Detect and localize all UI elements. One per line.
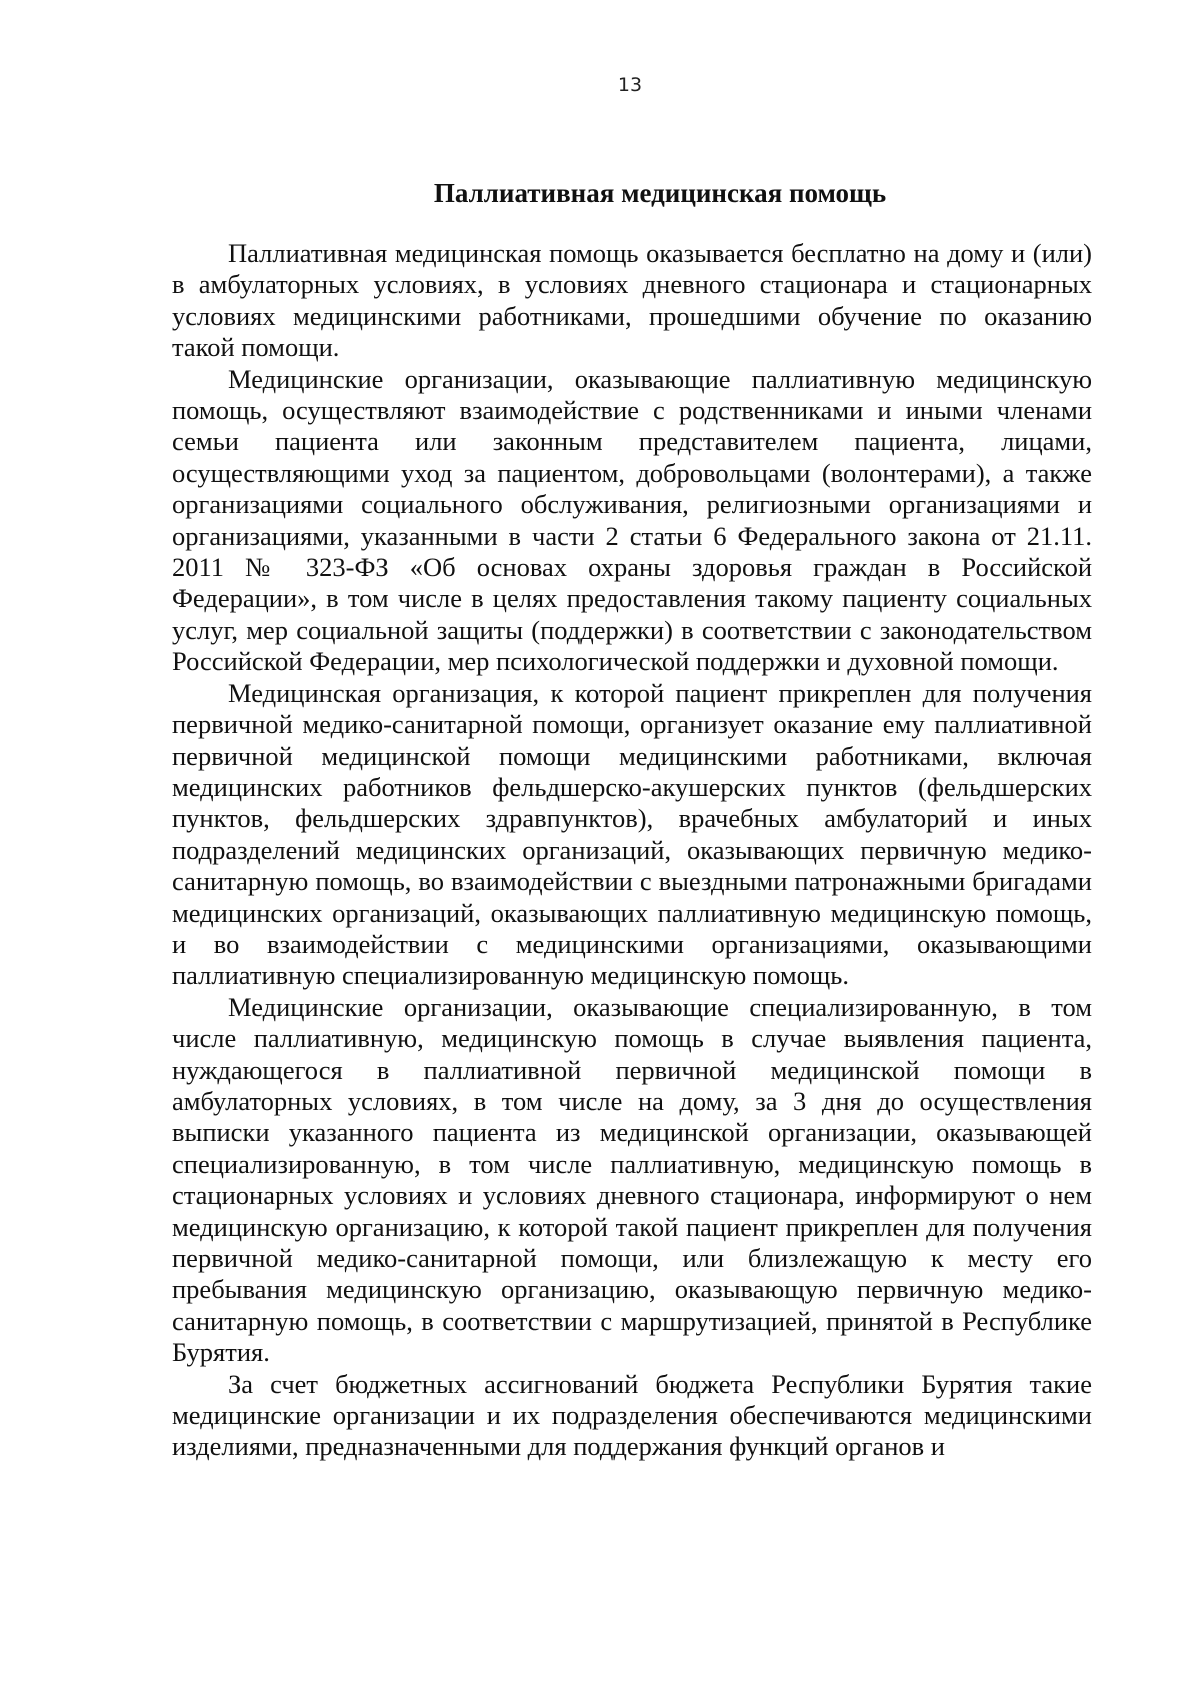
paragraph-3: Медицинская организация, к которой пациент прикреплен для получения первичной медико-санитарной помощи, организует оказание ему паллиативной первичной медицинской помощи медицинскими работниками, включая медицинских работников фельдшерско-акушерских пунктов (фельдшерских пунктов, фельдшерских здравпунктов), врачебных амбулаторий и иных подразделений медицинских организаций, оказывающих первичную медико-санитарную помощь, во взаимодействии с выездными патронажными бригадами медицинских организаций, оказывающих паллиативную медицинскую помощь, и во взаимодействии с медицинскими организациями, оказывающими паллиативную специализированную медицинскую помощь. <box>172 677 1092 991</box>
section-title: Паллиативная медицинская помощь <box>433 178 887 208</box>
paragraph-2: Медицинские организации, оказывающие паллиативную медицинскую помощь, осуществляют взаимодействие с родственниками и иными членами семьи пациента или законным представителем пациента, лицами, осуществляющими уход за пациентом, добровольцами (волонтерами), а также организациями социального обслуживания, религиозными организациями и организациями, указанными в части 2 статьи 6 Федерального закона от 21.11. 2011 № 323-ФЗ «Об основах охраны здоровья граждан в Российской Федерации», в том числе в целях предоставления такому пациенту социальных услуг, мер социальной защиты (поддержки) в соответствии с законодательством Российской Федерации, мер психологической поддержки и духовной помощи. <box>172 363 1092 677</box>
page-number: 13 <box>617 74 643 96</box>
paragraph-5: За счет бюджетных ассигнований бюджета Республики Бурятия такие медицинские организации и их подразделения обеспечиваются медицинскими изделиями, предназначенными для поддержания функций органов и <box>172 1368 1092 1462</box>
document-body <box>172 238 1092 1463</box>
paragraph-4: Медицинские организации, оказывающие специализированную, в том числе паллиативную, медицинскую помощь в случае выявления пациента, нуждающегося в паллиативной первичной медицинской помощи в амбулаторных условиях, в том числе на дому, за 3 дня до осуществления выписки указанного пациента из медицинской организации, оказывающей специализированную, в том числе паллиативную, медицинскую помощь в стационарных условиях и условиях дневного стационара, информируют о нем медицинскую организацию, к которой такой пациент прикреплен для получения первичной медико-санитарной помощи, или близлежащую к месту его пребывания медицинскую организацию, оказывающую первичную медико-санитарную помощь, в соответствии с маршрутизацией, принятой в Республике Бурятия. <box>172 991 1092 1368</box>
paragraph-1: Паллиативная медицинская помощь оказывается бесплатно на дому и (или) в амбулаторных условиях, в условиях дневного стационара и стационарных условиях медицинскими работниками, прошедшими обучение по оказанию такой помощи. <box>172 238 1092 363</box>
